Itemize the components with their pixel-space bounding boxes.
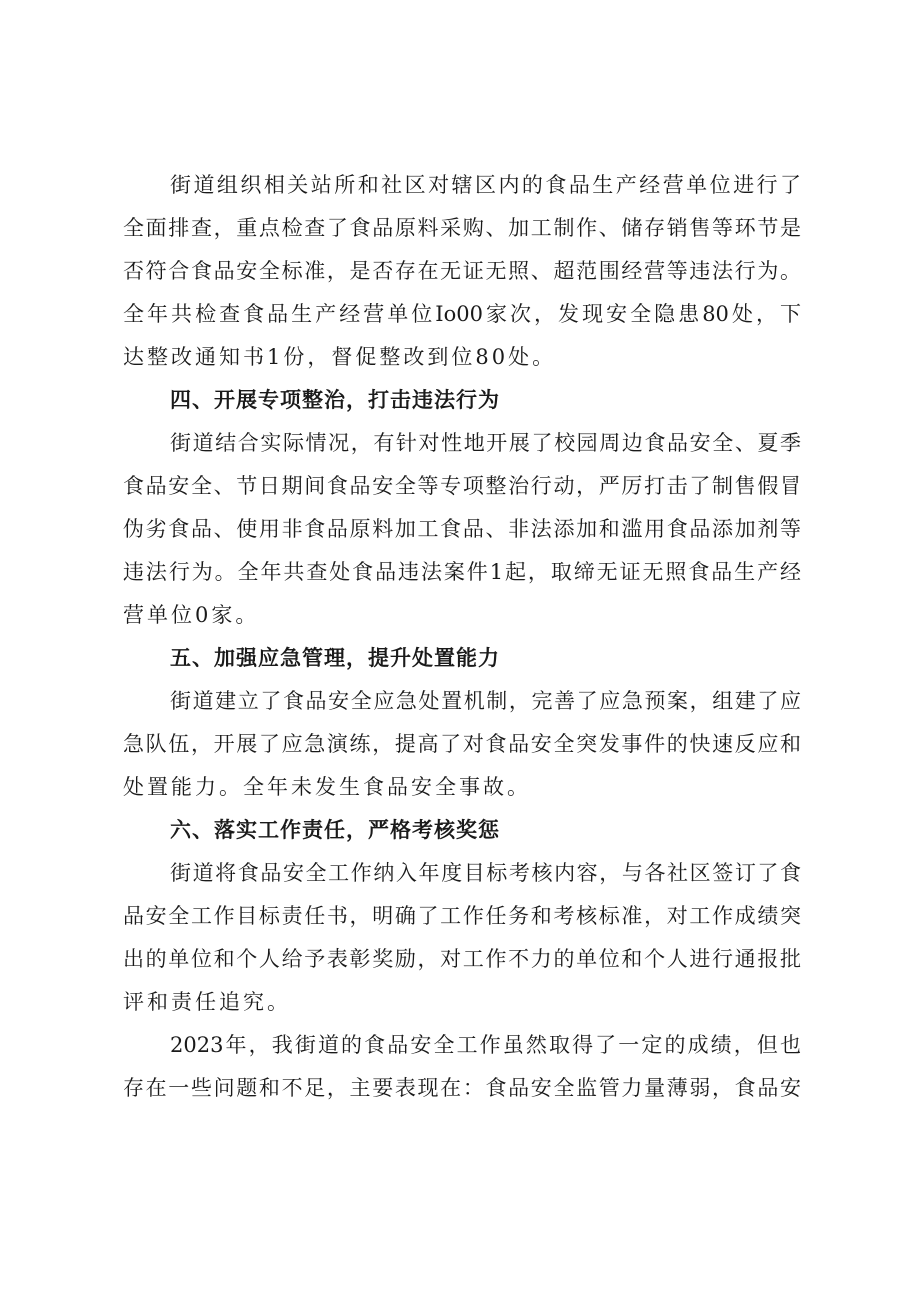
paragraph-line: 达整改通知书1份，督促整改到位80处。 [123, 345, 557, 369]
paragraph-line: 2023年，我街道的食品安全工作虽然取得了一定的成绩，但也 [170, 1033, 801, 1057]
paragraph-line: 街道结合实际情况，有针对性地开展了校园周边食品安全、夏季 [170, 431, 801, 455]
paragraph-line: 出的单位和个人给予表彰奖励，对工作不力的单位和个人进行通报批 [123, 947, 801, 971]
paragraph-line: 街道建立了食品安全应急处置机制，完善了应急预案，组建了应 [170, 689, 801, 713]
paragraph-line: 品安全工作目标责任书，明确了工作任务和考核标准，对工作成绩突 [123, 904, 801, 928]
paragraph-line: 食品安全、节日期间食品安全等专项整治行动，严厉打击了制售假冒 [123, 474, 801, 498]
paragraph-line: 全面排查，重点检查了食品原料采购、加工制作、储存销售等环节是 [123, 216, 801, 240]
section-heading: 四、开展专项整治，打击违法行为 [170, 388, 500, 412]
paragraph-line: 全年共检查食品生产经营单位Io00家次，发现安全隐患80处，下 [123, 302, 801, 326]
paragraph-line: 急队伍，开展了应急演练，提高了对食品安全突发事件的快速反应和 [123, 732, 801, 756]
paragraph-line: 街道将食品安全工作纳入年度目标考核内容，与各社区签订了食 [170, 861, 801, 885]
paragraph-line: 否符合食品安全标准，是否存在无证无照、超范围经营等违法行为。 [123, 259, 801, 283]
paragraph-line: 伪劣食品、使用非食品原料加工食品、非法添加和滥用食品添加剂等 [123, 517, 801, 541]
paragraph-line: 处置能力。全年未发生食品安全事故。 [123, 775, 531, 799]
paragraph-line: 违法行为。全年共查处食品违法案件1起，取缔无证无照食品生产经 [123, 560, 801, 584]
section-heading: 五、加强应急管理，提升处置能力 [170, 646, 500, 670]
paragraph-line: 街道组织相关站所和社区对辖区内的食品生产经营单位进行了 [170, 173, 801, 197]
paragraph-line: 存在一些问题和不足，主要表现在：食品安全监管力量薄弱，食品安 [123, 1076, 801, 1100]
paragraph-line: 评和责任追究。 [123, 990, 291, 1014]
section-heading: 六、落实工作责任，严格考核奖惩 [170, 818, 500, 842]
paragraph-line: 营单位0家。 [123, 603, 260, 627]
